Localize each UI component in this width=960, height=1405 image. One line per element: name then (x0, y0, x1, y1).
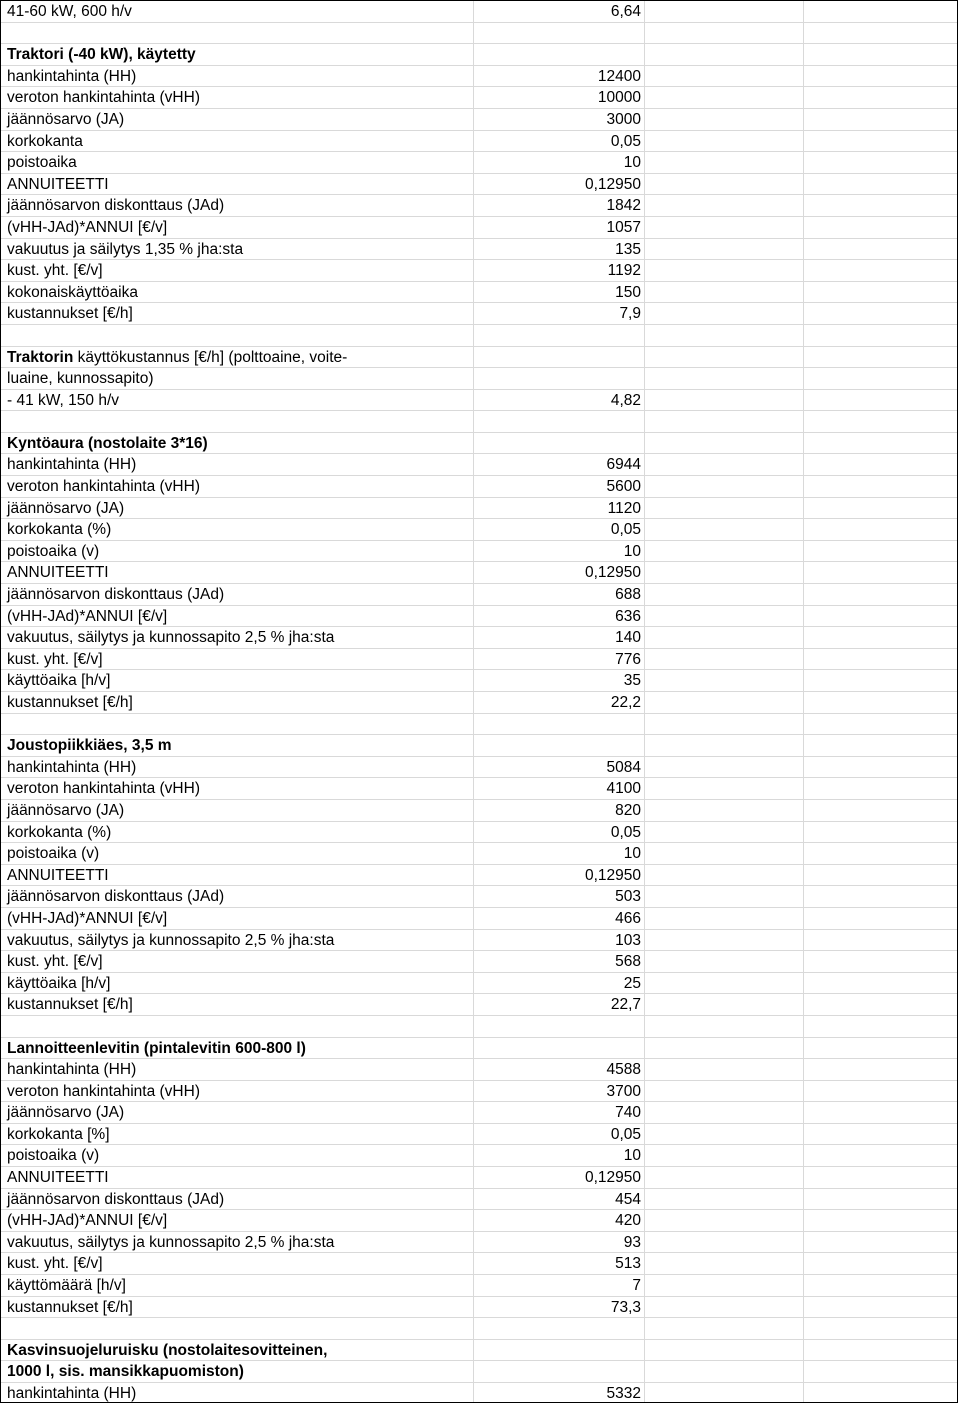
cell-label: veroton hankintahinta (vHH) (7, 478, 200, 496)
sheet-row[interactable] (1, 865, 957, 887)
cell-label: poistoaika (v) (7, 1147, 100, 1165)
sheet-row[interactable] (1, 1038, 957, 1060)
cell-value: 1842 (606, 197, 641, 215)
sheet-row[interactable] (1, 1059, 957, 1081)
sheet-row[interactable] (1, 1383, 957, 1403)
sheet-row[interactable] (1, 886, 957, 908)
cell-value: 4588 (606, 1061, 641, 1079)
cell-label: luaine, kunnossapito) (7, 370, 154, 388)
sheet-row[interactable] (1, 217, 957, 239)
sheet-row[interactable] (1, 368, 957, 390)
cell-label: Joustopiikkiäes, 3,5 m (7, 737, 172, 755)
cell-value: 466 (615, 909, 641, 927)
cell-value: 740 (615, 1104, 641, 1122)
cell-value: 503 (615, 888, 641, 906)
cell-value: 150 (615, 283, 641, 301)
cell-value: 1120 (607, 499, 641, 517)
cell-value: 7,9 (619, 305, 641, 323)
sheet-row[interactable] (1, 411, 957, 433)
cell-label: kust. yht. [€/v] (7, 1255, 103, 1273)
cell-value: 5332 (606, 1385, 641, 1402)
cell-value: 12400 (597, 67, 641, 85)
cell-value: 5600 (606, 478, 641, 496)
sheet-row[interactable] (1, 87, 957, 109)
cell-value: 0,12950 (584, 866, 641, 884)
cell-label: veroton hankintahinta (vHH) (7, 780, 200, 798)
cell-label: kustannukset [€/h] (7, 996, 133, 1014)
sheet-row[interactable] (1, 1189, 957, 1211)
sheet-row[interactable] (1, 1, 957, 23)
sheet-row[interactable] (1, 1167, 957, 1189)
cell-label: korkokanta (%) (7, 823, 112, 841)
sheet-row[interactable] (1, 994, 957, 1016)
cell-label: - 41 kW, 150 h/v (7, 391, 119, 409)
cell-label: hankintahinta (HH) (7, 1385, 137, 1402)
cell-value: 10 (623, 1147, 641, 1165)
sheet-row[interactable] (1, 1318, 957, 1340)
cell-label: Kyntöaura (nostolaite 3*16) (7, 434, 208, 452)
sheet-row[interactable] (1, 390, 957, 412)
cell-label: korkokanta (7, 132, 83, 150)
cell-value: 103 (615, 931, 641, 949)
sheet-row[interactable] (1, 951, 957, 973)
cell-value: 568 (615, 953, 641, 971)
cell-value: 0,05 (610, 823, 641, 841)
cell-value: 454 (615, 1190, 641, 1208)
sheet-row[interactable] (1, 649, 957, 671)
cell-label: Kasvinsuojeluruisku (nostolaitesovitteinen, (7, 1341, 328, 1359)
cell-label: kust. yht. [€/v] (7, 650, 103, 668)
sheet-row[interactable] (1, 930, 957, 952)
sheet-row[interactable] (1, 670, 957, 692)
sheet-row[interactable] (1, 239, 957, 261)
cell-value: 0,12950 (584, 175, 641, 193)
cell-label: jäännösarvo (JA) (7, 1104, 125, 1122)
cell-value: 1057 (606, 218, 641, 236)
sheet-row[interactable] (1, 627, 957, 649)
cell-label: kustannukset [€/h] (7, 694, 133, 711)
sheet-row[interactable] (1, 800, 957, 822)
cell-value: 1192 (607, 262, 641, 280)
cell-label: jäännösarvon diskonttaus (JAd) (7, 888, 225, 906)
sheet-row[interactable] (1, 541, 957, 563)
cell-value: 0,12950 (584, 1169, 641, 1187)
cell-label: veroton hankintahinta (vHH) (7, 1082, 200, 1100)
cell-value: 3000 (606, 110, 641, 128)
cell-label: (vHH-JAd)*ANNUI [€/v] (7, 607, 168, 625)
cell-value: 636 (615, 607, 641, 625)
cell-label: ANNUITEETTI (7, 175, 109, 193)
cell-label: kokonaiskäyttöaika (7, 283, 138, 301)
cell-label: hankintahinta (HH) (7, 456, 137, 474)
sheet-row[interactable] (1, 1102, 957, 1124)
sheet-row[interactable] (1, 519, 957, 541)
cell-value: 140 (615, 629, 641, 647)
sheet-row[interactable] (1, 714, 957, 736)
cell-value: 5084 (606, 758, 641, 776)
cell-value: 6944 (606, 456, 641, 474)
cell-value: 22,2 (610, 694, 641, 711)
sheet-row[interactable] (1, 1081, 957, 1103)
cell-value: 4,82 (610, 391, 641, 409)
sheet-row[interactable] (1, 303, 957, 325)
sheet-row[interactable] (1, 433, 957, 455)
cell-label: käyttömäärä [h/v] (7, 1277, 126, 1295)
sheet-row[interactable] (1, 562, 957, 584)
cell-value: 10 (623, 845, 641, 863)
cell-value: 22,7 (610, 996, 641, 1014)
cell-label: (vHH-JAd)*ANNUI [€/v] (7, 1212, 168, 1230)
cell-label: 41-60 kW, 600 h/v (7, 3, 132, 20)
sheet-row[interactable] (1, 1232, 957, 1254)
sheet-row[interactable] (1, 152, 957, 174)
cell-label: poistoaika (7, 154, 77, 172)
sheet-row[interactable] (1, 735, 957, 757)
cell-label: kust. yht. [€/v] (7, 953, 103, 971)
cell-label: Lannoitteenlevitin (pintalevitin 600-800 l) (7, 1039, 306, 1057)
cell-value: 10 (623, 154, 641, 172)
sheet-row[interactable] (1, 1361, 957, 1383)
cell-label: poistoaika (v) (7, 845, 100, 863)
cell-label: vakuutus, säilytys ja kunnossapito 2,5 % jha:sta (7, 629, 335, 647)
sheet-row[interactable] (1, 131, 957, 153)
sheet-row[interactable] (1, 606, 957, 628)
cell-label: jäännösarvo (JA) (7, 801, 125, 819)
cell-label: käyttöaika [h/v] (7, 974, 111, 992)
sheet-row[interactable] (1, 23, 957, 45)
sheet-row[interactable] (1, 1297, 957, 1319)
cell-value: 0,05 (610, 132, 641, 150)
sheet-row[interactable] (1, 476, 957, 498)
sheet-row[interactable] (1, 66, 957, 88)
sheet-row[interactable] (1, 1340, 957, 1362)
cell-value: 35 (623, 672, 641, 690)
cell-label: korkokanta (%) (7, 521, 112, 539)
cell-value: 3700 (606, 1082, 641, 1100)
cell-value: 0,12950 (584, 564, 641, 582)
cell-label: käyttöaika [h/v] (7, 672, 111, 690)
sheet-row[interactable] (1, 908, 957, 930)
cell-label: ANNUITEETTI (7, 866, 109, 884)
sheet-row[interactable] (1, 1145, 957, 1167)
cell-label: (vHH-JAd)*ANNUI [€/v] (7, 218, 168, 236)
cell-label: jäännösarvon diskonttaus (JAd) (7, 197, 225, 215)
cell-label: hankintahinta (HH) (7, 758, 137, 776)
cell-label: jäännösarvo (JA) (7, 499, 125, 517)
sheet-row[interactable] (1, 973, 957, 995)
cell-label: poistoaika (v) (7, 542, 100, 560)
cell-value: 420 (615, 1212, 641, 1230)
cell-value: 4100 (606, 780, 641, 798)
cell-label: ANNUITEETTI (7, 564, 109, 582)
cell-label: kust. yht. [€/v] (7, 262, 103, 280)
sheet-row[interactable] (1, 584, 957, 606)
cell-value: 135 (615, 240, 641, 258)
sheet-row[interactable] (1, 1275, 957, 1297)
sheet-row[interactable] (1, 195, 957, 217)
sheet-row[interactable] (1, 843, 957, 865)
cell-value: 25 (623, 974, 641, 992)
sheet-row[interactable] (1, 1016, 957, 1038)
sheet-row[interactable] (1, 44, 957, 66)
sheet-row[interactable] (1, 109, 957, 131)
cell-value: 6,64 (610, 3, 641, 20)
cell-label: jäännösarvon diskonttaus (JAd) (7, 1190, 225, 1208)
cell-value: 7 (632, 1277, 641, 1295)
sheet-row[interactable] (1, 778, 957, 800)
cell-value: 688 (615, 586, 641, 604)
sheet-row[interactable] (1, 454, 957, 476)
sheet-row[interactable] (1, 1124, 957, 1146)
cell-value: 10 (623, 542, 641, 560)
cell-label: ANNUITEETTI (7, 1169, 109, 1187)
sheet-row[interactable] (1, 347, 957, 369)
cell-value: 776 (615, 650, 641, 668)
sheet-row[interactable] (1, 1210, 957, 1232)
cell-label: jäännösarvo (JA) (7, 110, 125, 128)
cell-value: 513 (615, 1255, 641, 1273)
cell-label: kustannukset [€/h] (7, 305, 133, 323)
cell-value: 0,05 (610, 521, 641, 539)
cell-label: korkokanta [%] (7, 1125, 110, 1143)
cell-value: 820 (615, 801, 641, 819)
sheet-row[interactable] (1, 325, 957, 347)
cell-label: Traktorin käyttökustannus [€/h] (polttoaine, voite- (7, 348, 348, 366)
sheet-row[interactable] (1, 1253, 957, 1275)
sheet-row[interactable] (1, 757, 957, 779)
cell-label: 1000 l, sis. mansikkapuomiston) (7, 1363, 244, 1381)
cell-value: 73,3 (610, 1298, 641, 1316)
sheet-row[interactable] (1, 282, 957, 304)
sheet-rows (1, 1, 957, 1403)
cell-label: vakuutus, säilytys ja kunnossapito 2,5 % jha:sta (7, 931, 335, 949)
cell-value: 0,05 (610, 1125, 641, 1143)
cell-label: vakuutus ja säilytys 1,35 % jha:sta (7, 240, 244, 258)
sheet-row[interactable] (1, 260, 957, 282)
cell-label: kustannukset [€/h] (7, 1298, 133, 1316)
sheet-row[interactable] (1, 822, 957, 844)
cell-label: vakuutus, säilytys ja kunnossapito 2,5 % jha:sta (7, 1233, 335, 1251)
cell-label: hankintahinta (HH) (7, 67, 137, 85)
sheet-row[interactable] (1, 692, 957, 714)
cell-value: 10000 (597, 89, 641, 107)
sheet-row[interactable] (1, 174, 957, 196)
cell-label: hankintahinta (HH) (7, 1061, 137, 1079)
cell-label: (vHH-JAd)*ANNUI [€/v] (7, 909, 168, 927)
cell-value: 93 (623, 1233, 641, 1251)
sheet-row[interactable] (1, 498, 957, 520)
cell-label: jäännösarvon diskonttaus (JAd) (7, 586, 225, 604)
cell-label: Traktori (-40 kW), käytetty (7, 46, 196, 64)
cell-label: veroton hankintahinta (vHH) (7, 89, 200, 107)
